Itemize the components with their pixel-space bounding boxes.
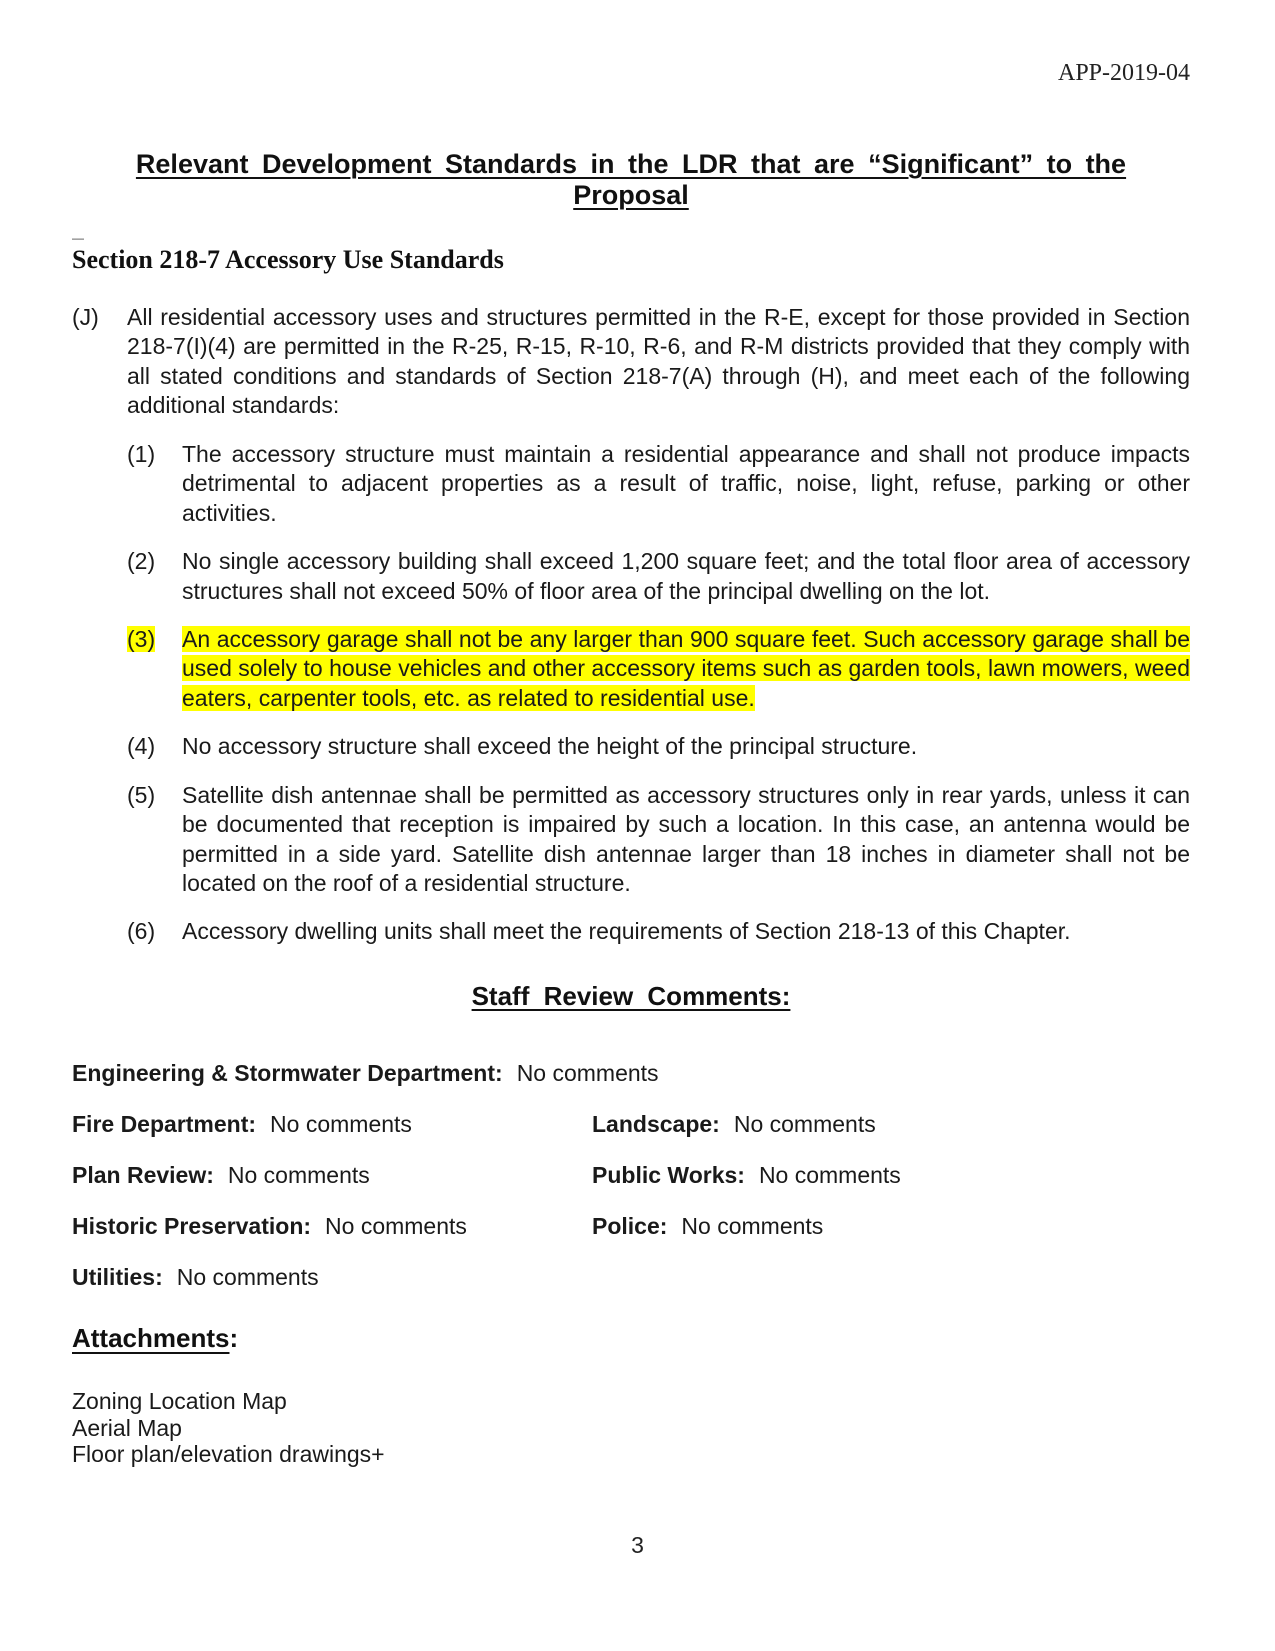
plan-review-label: Plan Review: bbox=[72, 1161, 214, 1188]
review-row-police bbox=[592, 1213, 1190, 1240]
plan-review-value: No comments bbox=[227, 1161, 370, 1188]
standard-item-6 bbox=[127, 917, 1190, 946]
historic-preservation-value: No comments bbox=[325, 1212, 467, 1239]
review-row-plan-review bbox=[72, 1162, 592, 1189]
landscape-label: Landscape: bbox=[592, 1110, 720, 1137]
standard-item-2 bbox=[127, 547, 1190, 606]
section-heading: Section 218-7 Accessory Use Standards bbox=[72, 245, 504, 274]
fire-value: No comments bbox=[270, 1110, 412, 1137]
standard-item-5-label: (5) bbox=[127, 781, 156, 808]
page-number: 3 bbox=[631, 1532, 644, 1558]
attachment-item-aerial-map: Aerial Map bbox=[72, 1414, 182, 1441]
utilities-value: No comments bbox=[176, 1263, 319, 1290]
standard-item-5 bbox=[127, 781, 1190, 899]
attachment-list bbox=[72, 1388, 1190, 1468]
standard-item-2-label: (2) bbox=[127, 548, 156, 575]
attachments-heading bbox=[72, 1323, 1190, 1354]
paragraph-j-label: (J) bbox=[72, 304, 99, 330]
review-row-utilities bbox=[72, 1264, 1190, 1291]
review-row-landscape bbox=[592, 1111, 1190, 1138]
staff-review-heading: Staff Review Comments: bbox=[471, 980, 791, 1011]
standard-item-4-label: (4) bbox=[127, 733, 156, 760]
staff-review-section bbox=[72, 1060, 1190, 1291]
attachment-item-zoning-map: Zoning Location Map bbox=[72, 1387, 287, 1414]
attachment-item-floor-plan: Floor plan/elevation drawings+ bbox=[72, 1441, 385, 1468]
police-value: No comments bbox=[681, 1212, 824, 1239]
public-works-label: Public Works: bbox=[592, 1161, 745, 1188]
standard-item-1-text: The accessory structure must maintain a residential appearance and shall not produce impacts detrimental to adjacent properties as a result of traffic, noise, light, refuse, parking or other activities. bbox=[182, 440, 1190, 526]
standard-item-3-highlighted bbox=[127, 625, 1190, 713]
fire-label: Fire Department: bbox=[72, 1110, 257, 1137]
standards-list bbox=[127, 440, 1190, 947]
standard-item-5-text: Satellite dish antennae shall be permitted as accessory structures only in rear yards, unless it can be documented that reception is impaired by such a location. In this case, an antenna would be permitted in a side yard. Satellite dish antennae larger than 18 inches in diameter shall not be located on the roof of a residential structure. bbox=[182, 781, 1190, 896]
historic-preservation-label: Historic Preservation: bbox=[72, 1212, 312, 1239]
standard-item-4 bbox=[127, 732, 1190, 761]
standard-item-3-text: An accessory garage shall not be any larger than 900 square feet. Such accessory garage shall be used solely to house vehicles and other accessory items such as garden tools, lawn mowers, weed eaters, carpenter tools, etc. as related to residential use. bbox=[182, 625, 1190, 711]
standard-item-2-text: No single accessory building shall exceed 1,200 square feet; and the total floor area of accessory structures shall not exceed 50% of floor area of the principal dwelling on the lot. bbox=[182, 548, 1190, 604]
landscape-value: No comments bbox=[733, 1110, 876, 1137]
police-label: Police: bbox=[592, 1212, 668, 1239]
engineering-value: No comments bbox=[516, 1059, 659, 1086]
review-row-engineering bbox=[72, 1060, 1190, 1087]
review-grid bbox=[72, 1111, 1190, 1240]
utilities-label: Utilities: bbox=[72, 1263, 163, 1290]
public-works-value: No comments bbox=[758, 1161, 901, 1188]
document-reference: APP-2019-04 bbox=[1057, 60, 1190, 86]
standard-item-1 bbox=[127, 440, 1190, 528]
attachments-heading-text: Attachments bbox=[72, 1322, 230, 1353]
engineering-label: Engineering & Stormwater Department: bbox=[72, 1059, 503, 1086]
standard-item-6-text: Accessory dwelling units shall meet the requirements of Section 218-13 of this Chapter. bbox=[182, 918, 1071, 945]
standard-item-4-text: No accessory structure shall exceed the height of the principal structure. bbox=[182, 733, 918, 760]
attachments-heading-colon: : bbox=[229, 1322, 239, 1353]
standard-item-1-label: (1) bbox=[127, 440, 156, 467]
paragraph-j bbox=[72, 303, 1190, 421]
stray-dash-mark: — bbox=[72, 231, 84, 245]
standard-item-6-label: (6) bbox=[127, 918, 156, 945]
review-row-historic-preservation bbox=[72, 1213, 592, 1240]
review-row-public-works bbox=[592, 1162, 1190, 1189]
review-row-fire bbox=[72, 1111, 592, 1138]
page-title: Relevant Development Standards in the LDR that are “Significant” to the Proposal bbox=[135, 149, 1127, 210]
paragraph-j-text: All residential accessory uses and structures permitted in the R-E, except for those provided in Section 218-7(I)(4) are permitted in the R-25, R-15, R-10, R-6, and R-M districts provided that they comply with all stated conditions and standards of Section 218-7(A) through (H), and meet each of the following additional standards: bbox=[127, 304, 1190, 419]
standard-item-3-label: (3) bbox=[127, 625, 156, 652]
